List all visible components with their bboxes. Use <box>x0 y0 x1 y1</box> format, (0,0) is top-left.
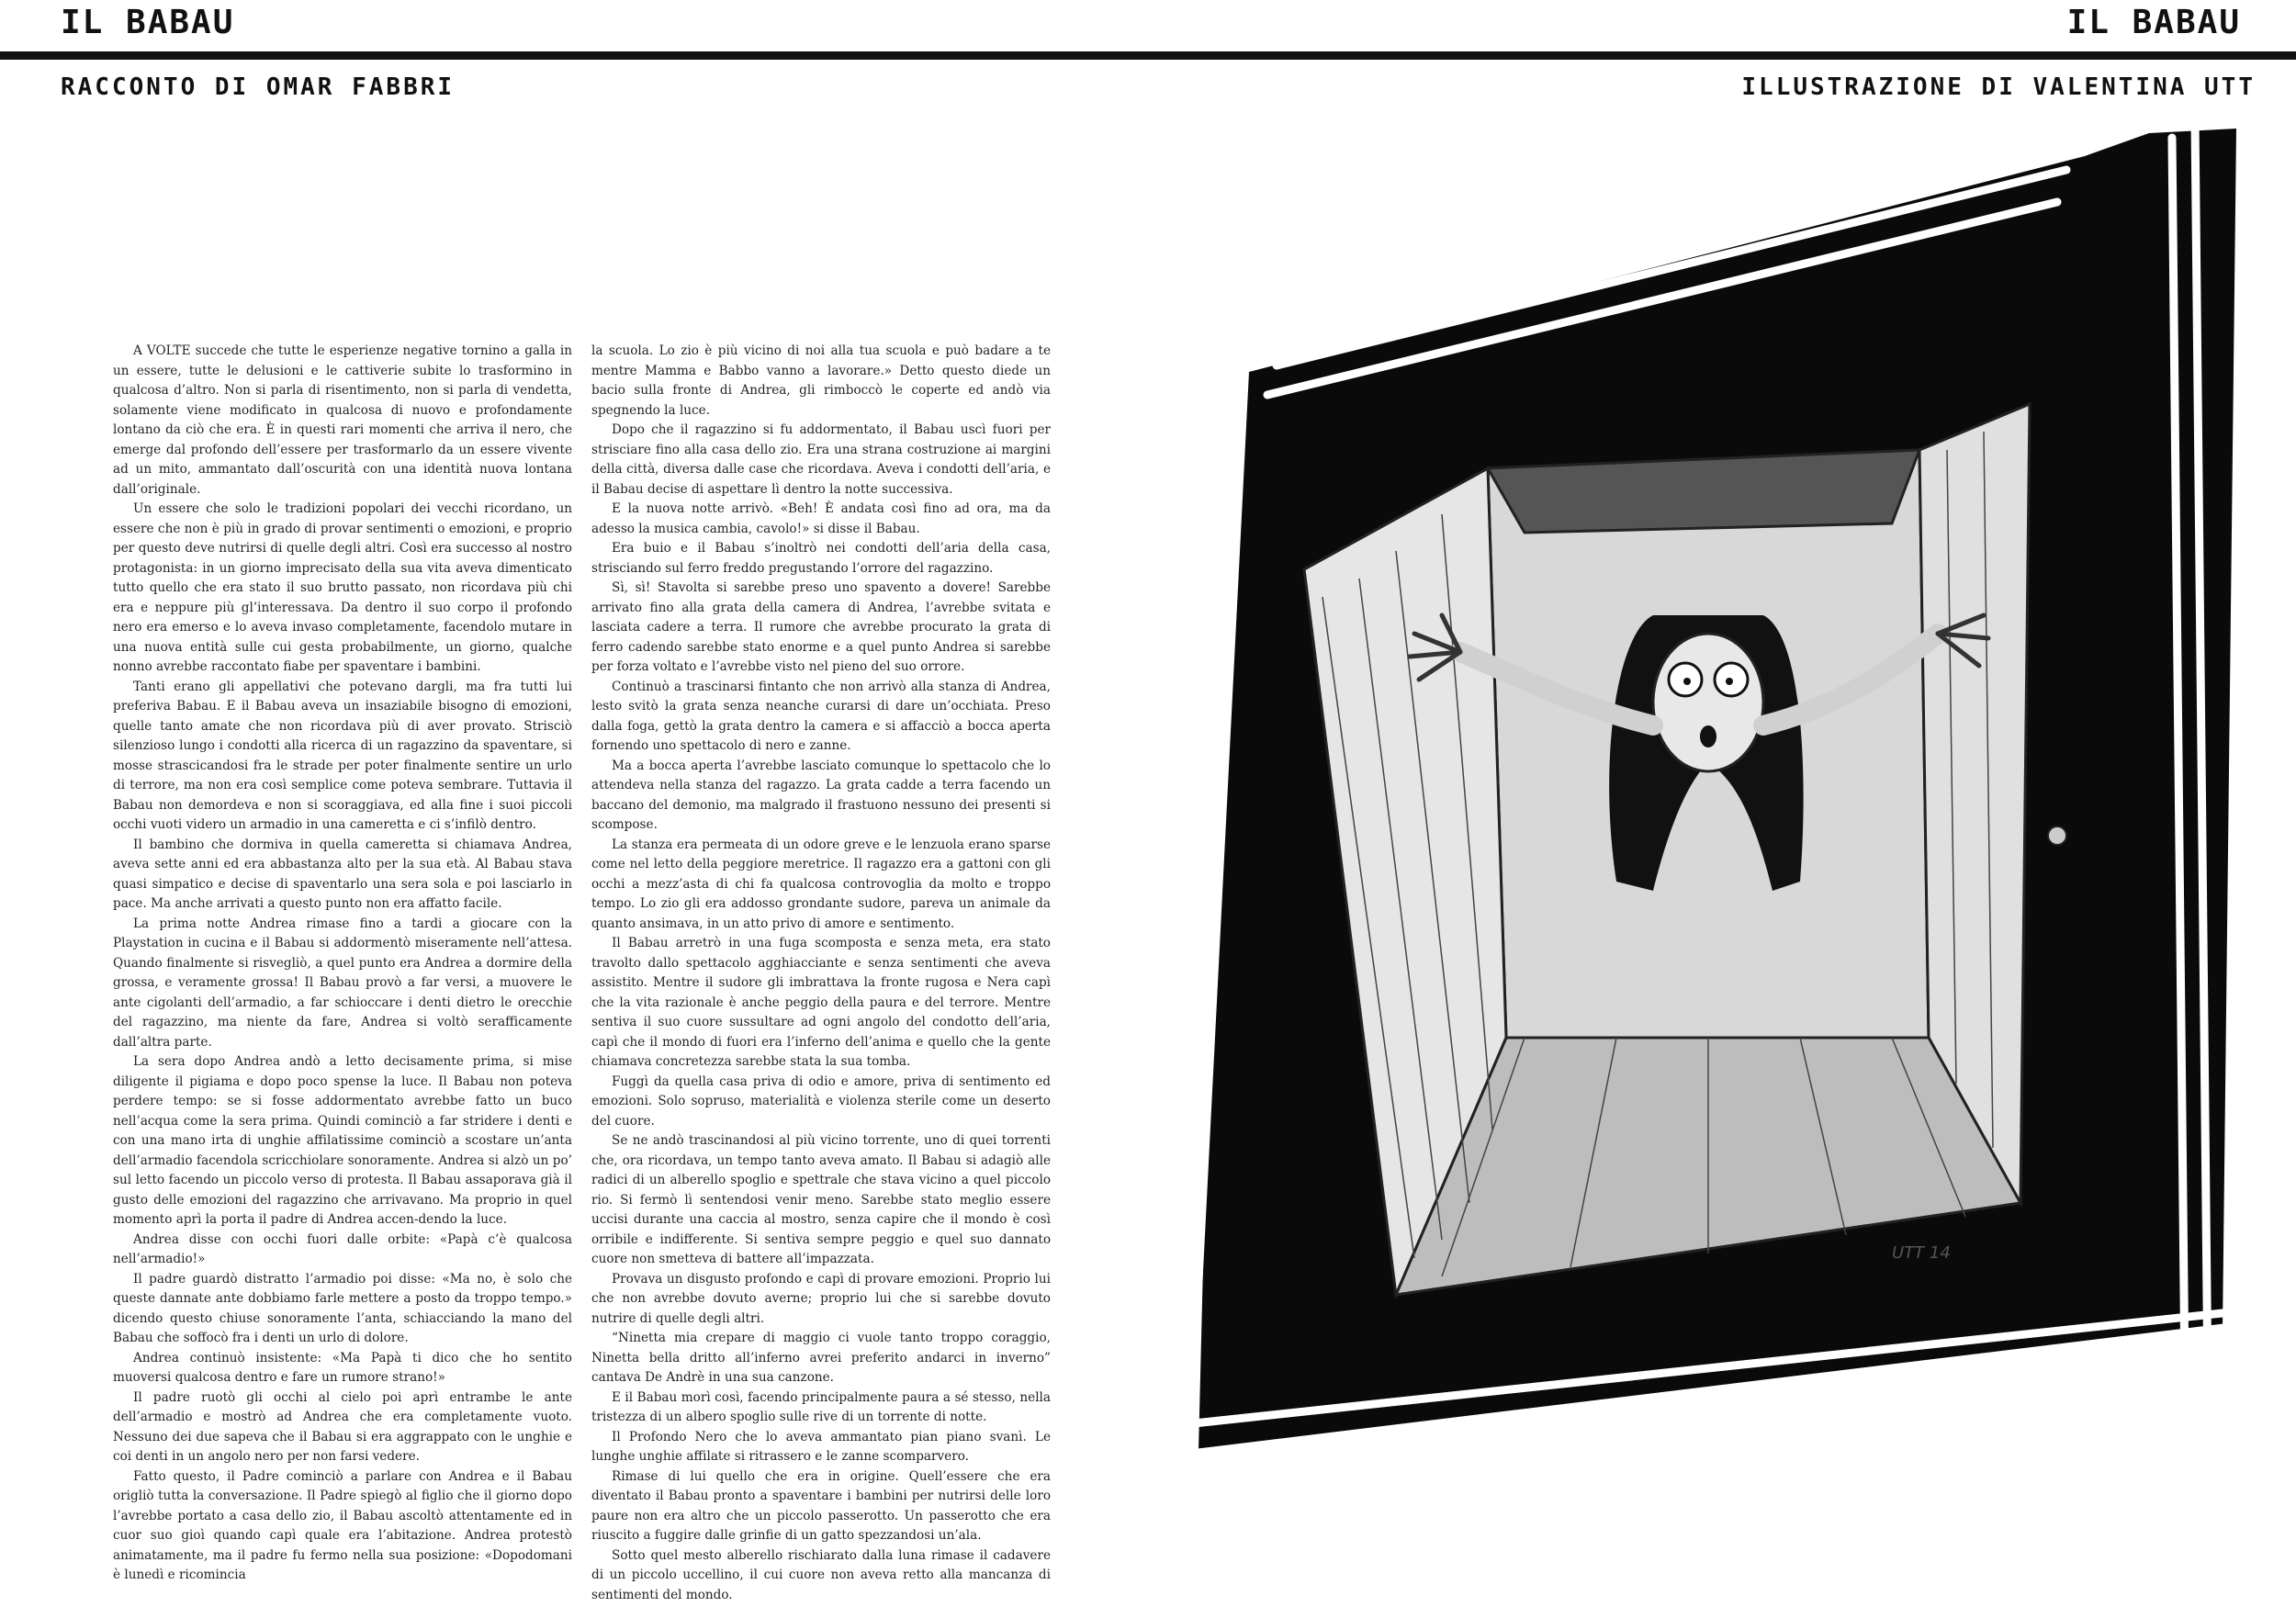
paragraph: E la nuova notte arrivò. «Beh! È andata così fino ad ora, ma da adesso la musica cambia, cavolo!» si disse il Babau. <box>591 501 1051 536</box>
creature-mouth <box>1700 725 1716 747</box>
paragraph: Fuggì da quella casa priva di odio e amore, priva di sentimento ed emozioni. Solo sopruso, materialità e violenza sterile come un deserto del cuore. <box>591 1073 1051 1129</box>
paragraph: Rimase di lui quello che era in origine. Quell’essere che era diventato il Babau pronto a spaventare i bambini per nutrirsi delle loro paure non era altro che un piccolo passerotto. Un passerotto che era riuscito a fuggire dalle grinfie di un gatto spezzandosi un’ala. <box>591 1468 1051 1543</box>
paragraph: Ma a bocca aperta l’avrebbe lasciato comunque lo spettacolo che lo attendeva nella stanza del ragazzo. La grata cadde a terra facendo un baccano del demonio, ma malgrado il frastuono nessuno dei presenti si scompose. <box>591 758 1051 832</box>
paragraph: Continuò a trascinarsi fintanto che non arrivò alla stanza di Andrea, lesto svitò la grata senza neanche curarsi di dare un’occhiata. Preso dalla foga, gettò la grata dentro la camera e si affacciò a bocca aperta fornendo uno spettacolo di nero e zanne. <box>591 679 1051 753</box>
paragraph: La prima notte Andrea rimase fino a tardi a giocare con la Playstation in cucina e il Babau si addormentò miseramente nell’attesa. Quando finalmente si risvegliò, a quel punto era Andrea a dormire della grossa, e veramente grossa! Il Babau provò a far versi, a muovere le ante cigolanti dell’armadio, a far schioccare i denti dietro le orecchie del ragazzino, ma niente da fare, Andrea si voltò serafficamente dall’altra parte. <box>113 916 572 1050</box>
title-right: IL BABAU <box>2066 4 2241 41</box>
paragraph: Tanti erano gli appellativi che potevano dargli, ma fra tutti lui preferiva Babau. E il Babau aveva un insaziabile bisogno di emozioni, quelle tanto amate che non ricordava più di aver provato. Strisciò silenzioso lungo i condotti alla ricerca di un ragazzino da spaventare, si mosse strascicandosi fra le strade per poter finalmente sentire un urlo di terrore, ma non era così semplice come poteva sembrare. Tuttavia il Babau non demordeva e non si scoraggiava, ed alla fine i suoi piccoli occhi vuoti videro un armadio in una cameretta e ci s’infilò dentro. <box>113 679 572 832</box>
paragraph: Era buio e il Babau s’inoltrò nei condotti dell’aria della casa, strisciando sul ferro freddo pregustando l’orrore del ragazzino. <box>591 541 1051 576</box>
paragraph: la scuola. Lo zio è più vicino di noi alla tua scuola e può badare a te mentre Mamma e Babbo vanno a lavorare.» Detto questo diede un bacio sulla fronte di Andrea, gli rimboccò le coperte ed andò via spegnendo la luce. <box>591 343 1051 418</box>
paragraph: Un essere che solo le tradizioni popolari dei vecchi ricordano, un essere che non è più in grado di provar sentimenti o emozioni, e proprio per questo deve nutrirsi di quelle degli altri. Così era successo al nostro protagonista: in un giorno imprecisato della sua vita aveva dimenticato tutto quello che era stato il suo brutto passato, non ricordava più chi era e neppure più gl’interessava. Da dentro il suo corpo il profondo nero era emerso e lo aveva invaso completamente, facendolo mutare in una nuova entità sulle cui gesta probabilmente, un giorno, qualche nonno avrebbe raccontato fiabe per spaventare i bambini. <box>113 501 572 674</box>
author-credit: RACCONTO DI OMAR FABBRI <box>61 73 456 101</box>
paragraph: A VOLTE succede che tutte le esperienze negative tornino a galla in un essere, tutte le delusioni e le cattiverie subite lo trasformino in qualcosa d’altro. Non si parla di risentimento, non si parla di vendetta, solamente viene modificato in qualcosa di nuovo e profondamente lontano da ciò che era. È in questi rari momenti che arriva il nero, che emerge dal profondo dell’essere per trasformarlo da un essere vivente ad un mito, ammantato dall’oscurità con una identità nuova lontana dall’originale. <box>113 343 572 497</box>
paragraph: Andrea disse con occhi fuori dalle orbite: «Papà c’è qualcosa nell’armadio!» <box>113 1231 572 1266</box>
paragraph: Fatto questo, il Padre cominciò a parlare con Andrea e il Babau origliò tutta la conversazione. Il Padre spiegò al figlio che il giorno dopo l’avrebbe portato a casa dello zio, il Babau ascoltò attentamente ed in cuor suo gioì quando capì quale era l’abitazione. Andrea protestò animatamente, ma il padre fu fermo nella sua posizione: «Dopodomani è lunedì e ricomincia <box>113 1468 572 1582</box>
paragraph: Il padre ruotò gli occhi al cielo poi aprì entrambe le ante dell’armadio e mostrò ad Andrea che era completamente vuoto. Nessuno dei due sapeva che il Babau si era aggrappato con le unghie e coi denti in un angolo nero per non farsi vedere. <box>113 1389 572 1464</box>
paragraph: “Ninetta mia crepare di maggio ci vuole tanto troppo coraggio, Ninetta bella dritto all’inferno avrei preferito andarci in inverno” cantava De Andrè in una sua canzone. <box>591 1331 1051 1385</box>
paragraph: Se ne andò trascinandosi al più vicino torrente, uno di quei torrenti che, ora ricordava, un tempo tanto aveva amato. Il Babau si adagiò alle radici di un alberello spoglio e spettrale che stava vicino a quel piccolo rio. Si fermò lì sentendosi venir meno. Sarebbe stato meglio essere uccisi durante una caccia al mostro, senza capire che il mondo è così orribile e indifferente. Si sentiva sempre peggio e quel suo dannato cuore non smetteva di battere all’impazzata. <box>591 1133 1051 1266</box>
paragraph: Il bambino che dormiva in quella cameretta si chiamava Andrea, aveva sette anni ed era abbastanza alto per la sua età. Al Babau stava quasi simpatico e decise di spaventarlo una sera sola e poi lasciarlo in pace. Ma anche arrivati a questo punto non era affatto facile. <box>113 837 572 911</box>
story-column-2 <box>591 342 1051 1605</box>
header-rule <box>0 51 2296 60</box>
creature-face <box>1653 634 1763 771</box>
creature-pupil-left <box>1683 678 1691 685</box>
paragraph: Sì, sì! Stavolta si sarebbe preso uno spavento a dovere! Sarebbe arrivato fino alla grata della camera di Andrea, l’avrebbe svitata e lasciata cadere a terra. Il rumore che avrebbe procurato la grata di ferro cadendo sarebbe stato enorme e a quel punto Andrea si sarebbe per forza voltato e l’avrebbe visto nel pieno del suo orrore. <box>591 580 1051 674</box>
paragraph: E il Babau morì così, facendo principalmente paura a sé stesso, nella tristezza di un albero spoglio sulle rive di un torrente di notte. <box>591 1389 1051 1424</box>
paragraph: Dopo che il ragazzino si fu addormentato, il Babau uscì fuori per strisciare fino alla casa dello zio. Era una strana costruzione ai margini della città, diversa dalle case che ricordava. Aveva i condotti dell’aria, e il Babau decise di aspettare lì dentro la notte successiva. <box>591 422 1051 497</box>
paragraph: Il padre guardò distratto l’armadio poi disse: «Ma no, è solo che queste dannate ante dobbiamo farle mettere a posto da troppo tempo.» dicendo questo chiuse sonoramente l’anta, schiacciando la mano del Babau che soffocò fra i denti un urlo di dolore. <box>113 1271 572 1345</box>
title-left: IL BABAU <box>61 4 235 41</box>
paragraph: Il Profondo Nero che lo aveva ammantato pian piano svanì. Le lunghe unghie affilate si ritrassero e le zanne scomparvero. <box>591 1429 1051 1464</box>
paragraph: La sera dopo Andrea andò a letto decisamente prima, si mise diligente il pigiama e dopo poco spense la luce. Il Babau non poteva perdere tempo: se si fosse addormentato avrebbe fatto un buco nell’acqua come la sera prima. Quindi cominciò a far stridere i denti e con una mano irta di unghie affilatissime cominciò a scostare un’anta dell’armadio facendola scricchiolare sonoramente. Andrea si alzò un po’ sul letto facendo un piccolo verso di protesta. Il Babau assaporava già il gusto delle emozioni del ragazzino che arrivavano. Ma proprio in quel momento aprì la porta il padre di Andrea accen-dendo la luce. <box>113 1054 572 1227</box>
wardrobe <box>1304 404 2030 1295</box>
illustrator-signature: UTT 14 <box>1892 1243 1951 1263</box>
babau-illustration <box>1139 119 2287 1488</box>
story-column-1 <box>113 342 572 1586</box>
paragraph: Provava un disgusto profondo e capì di provare emozioni. Proprio lui che non avrebbe dovuto averne; proprio lui che si sarebbe dovuto nutrire di quelle degli altri. <box>591 1271 1051 1326</box>
paragraph: Il Babau arretrò in una fuga scomposta e senza meta, era stato travolto dallo spettacolo agghiacciante e senza sentimenti che aveva assistito. Mentre il sudore gli imbrattava la fronte rugosa e Nera capì che la vita razionale è anche peggio della paura e del terrore. Mentre sentiva il suo cuore sussultare ad ogni angolo del condotto dell’aria, capì che il mondo di fuori era l’inferno dell’anima e quello che la gente chiamava concretezza sarebbe stata la sua tomba. <box>591 936 1051 1069</box>
illustrator-credit: ILLUSTRAZIONE DI VALENTINA UTT <box>1741 73 2256 101</box>
paragraph: Sotto quel mesto alberello rischiarato dalla luna rimase il cadavere di un piccolo uccellino, il cui cuore non aveva retto alla mancanza di sentimenti del mondo. <box>591 1547 1051 1602</box>
paragraph: Andrea continuò insistente: «Ma Papà ti dico che ho sentito muoversi qualcosa dentro e fare un rumore strano!» <box>113 1350 572 1385</box>
creature-pupil-right <box>1726 678 1733 685</box>
paragraph: La stanza era permeata di un odore greve e le lenzuola erano sparse come nel letto della peggiore meretrice. Il ragazzo era a gattoni con gli occhi a mezz’asta di chi fa qualcosa controvoglia da molto e troppo tempo. Lo zio gli era addosso grondante sudore, pareva un animale da quanto ansimava, in un atto privo di amore e sentimento. <box>591 837 1051 931</box>
door-knob <box>2048 826 2066 845</box>
